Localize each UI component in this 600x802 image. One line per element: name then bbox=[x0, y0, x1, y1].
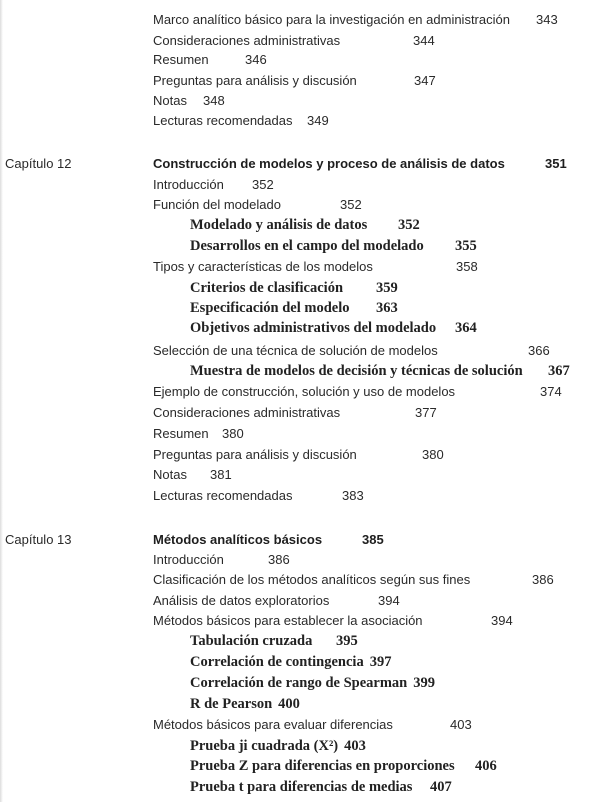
toc-entry[interactable] bbox=[153, 425, 244, 443]
toc-entry[interactable] bbox=[153, 487, 364, 505]
toc-entry[interactable] bbox=[153, 404, 437, 422]
entry-title: Criterios de clasificación bbox=[190, 280, 344, 296]
entry-title: Especificación del modelo bbox=[190, 300, 350, 316]
entry-title: Objetivos administrativos del modelado bbox=[190, 320, 437, 336]
entry-page: 383 bbox=[342, 488, 364, 503]
toc-entry[interactable] bbox=[153, 716, 472, 734]
entry-title: Notas bbox=[153, 93, 187, 108]
toc-entry[interactable] bbox=[153, 11, 558, 29]
toc-entry[interactable] bbox=[153, 72, 436, 90]
toc-subentry[interactable] bbox=[190, 757, 497, 775]
toc-entry[interactable] bbox=[153, 258, 478, 276]
entry-page: 374 bbox=[540, 384, 562, 399]
toc-entry[interactable] bbox=[153, 176, 274, 194]
entry-page: 380 bbox=[422, 447, 444, 462]
toc-entry[interactable] bbox=[153, 571, 554, 589]
entry-title: Prueba ji cuadrada (X²) bbox=[190, 738, 339, 754]
entry-title: Introducción bbox=[153, 177, 224, 192]
toc-subentry[interactable] bbox=[190, 319, 477, 337]
chapter-label: Capítulo 12 bbox=[5, 156, 72, 171]
toc-entry[interactable] bbox=[153, 592, 400, 610]
entry-title: Consideraciones administrativas bbox=[153, 405, 341, 420]
entry-title: Notas bbox=[153, 467, 187, 482]
toc-entry[interactable] bbox=[153, 92, 225, 110]
entry-title: Análisis de datos exploratorios bbox=[153, 593, 330, 608]
entry-page: 397 bbox=[369, 654, 392, 670]
toc-subentry[interactable] bbox=[190, 362, 570, 380]
toc-subentry[interactable] bbox=[190, 632, 358, 650]
entry-title: Preguntas para análisis y discusión bbox=[153, 447, 357, 462]
entry-title: Lecturas recomendadas bbox=[153, 113, 293, 128]
entry-title: Introducción bbox=[153, 552, 224, 567]
entry-page: 366 bbox=[528, 343, 550, 358]
entry-title: Métodos básicos para establecer la asociación bbox=[153, 613, 423, 628]
entry-title: Clasificación de los métodos analíticos según sus fines bbox=[153, 572, 471, 587]
entry-title: Resumen bbox=[153, 52, 209, 67]
chapter-page: 351 bbox=[545, 156, 567, 171]
entry-page: 381 bbox=[210, 467, 232, 482]
entry-page: 400 bbox=[278, 696, 300, 712]
entry-title: R de Pearson bbox=[190, 696, 273, 712]
entry-page: 380 bbox=[222, 426, 244, 441]
entry-title: Ejemplo de construcción, solución y uso de modelos bbox=[153, 384, 456, 399]
entry-title: Resumen bbox=[153, 426, 209, 441]
entry-title: Consideraciones administrativas bbox=[153, 33, 341, 48]
toc-entry[interactable] bbox=[153, 383, 562, 401]
toc-entry[interactable] bbox=[153, 32, 435, 50]
entry-title: Muestra de modelos de decisión y técnicas de solución bbox=[190, 363, 523, 379]
entry-page: 352 bbox=[398, 217, 420, 233]
toc-subentry[interactable] bbox=[190, 737, 366, 755]
entry-page: 399 bbox=[413, 675, 435, 691]
entry-title: Tabulación cruzada bbox=[190, 633, 313, 649]
toc-subentry[interactable] bbox=[190, 674, 435, 692]
entry-page: 377 bbox=[415, 405, 437, 420]
toc-entry[interactable] bbox=[153, 51, 267, 69]
entry-page: 352 bbox=[252, 177, 274, 192]
entry-page: 367 bbox=[548, 363, 570, 379]
toc-subentry[interactable] bbox=[190, 695, 300, 713]
toc-entry[interactable] bbox=[153, 446, 444, 464]
entry-title: Prueba t para diferencias de medias bbox=[190, 779, 413, 795]
entry-title: Marco analítico básico para la investigación en administración bbox=[153, 12, 510, 27]
entry-page: 352 bbox=[340, 197, 362, 212]
chapter-title[interactable] bbox=[153, 531, 384, 549]
entry-title: Desarrollos en el campo del modelado bbox=[190, 238, 424, 254]
entry-page: 407 bbox=[430, 779, 452, 795]
entry-page: 347 bbox=[414, 73, 436, 88]
toc-subentry[interactable] bbox=[190, 299, 398, 317]
toc-subentry[interactable] bbox=[190, 216, 420, 234]
toc-entry[interactable] bbox=[153, 196, 362, 214]
toc-entry[interactable] bbox=[153, 342, 550, 360]
entry-page: 344 bbox=[413, 33, 435, 48]
entry-page: 363 bbox=[376, 300, 398, 316]
chapter-title-text: Construcción de modelos y proceso de análisis de datos bbox=[153, 156, 505, 171]
entry-page: 403 bbox=[344, 738, 366, 754]
entry-title: Función del modelado bbox=[153, 197, 281, 212]
entry-title: Correlación de contingencia bbox=[190, 654, 364, 670]
entry-page: 406 bbox=[475, 758, 497, 774]
entry-title: Prueba Z para diferencias en proporciones bbox=[190, 758, 455, 774]
entry-page: 394 bbox=[378, 593, 400, 608]
entry-page: 386 bbox=[532, 572, 554, 587]
entry-title: Correlación de rango de Spearman bbox=[190, 675, 408, 691]
entry-page: 395 bbox=[336, 633, 358, 649]
toc-subentry[interactable] bbox=[190, 279, 398, 297]
entry-page: 349 bbox=[307, 113, 329, 128]
entry-page: 403 bbox=[450, 717, 472, 732]
chapter-title[interactable] bbox=[153, 155, 567, 173]
entry-title: Modelado y análisis de datos bbox=[190, 217, 368, 233]
toc-entry[interactable] bbox=[153, 112, 329, 130]
entry-title: Selección de una técnica de solución de modelos bbox=[153, 343, 438, 358]
entry-title: Métodos básicos para evaluar diferencias bbox=[153, 717, 393, 732]
chapter-label: Capítulo 13 bbox=[5, 532, 72, 547]
toc-entry[interactable] bbox=[153, 551, 290, 569]
entry-page: 348 bbox=[203, 93, 225, 108]
entry-title: Lecturas recomendadas bbox=[153, 488, 293, 503]
entry-title: Preguntas para análisis y discusión bbox=[153, 73, 357, 88]
entry-page: 394 bbox=[491, 613, 513, 628]
chapter-title-text: Métodos analíticos básicos bbox=[153, 532, 323, 547]
entry-page: 359 bbox=[376, 280, 398, 296]
toc-subentry[interactable] bbox=[190, 778, 452, 796]
toc-entry[interactable] bbox=[153, 466, 232, 484]
chapter-page: 385 bbox=[362, 532, 384, 547]
page-gutter-shadow bbox=[0, 0, 3, 802]
entry-page: 346 bbox=[245, 52, 267, 67]
toc-subentry[interactable] bbox=[190, 237, 477, 255]
toc-entry[interactable] bbox=[153, 612, 513, 630]
entry-page: 364 bbox=[455, 320, 477, 336]
entry-page: 386 bbox=[268, 552, 290, 567]
toc-subentry[interactable] bbox=[190, 653, 391, 671]
entry-page: 358 bbox=[456, 259, 478, 274]
entry-page: 355 bbox=[455, 238, 477, 254]
entry-page: 343 bbox=[536, 12, 558, 27]
entry-title: Tipos y características de los modelos bbox=[153, 259, 373, 274]
